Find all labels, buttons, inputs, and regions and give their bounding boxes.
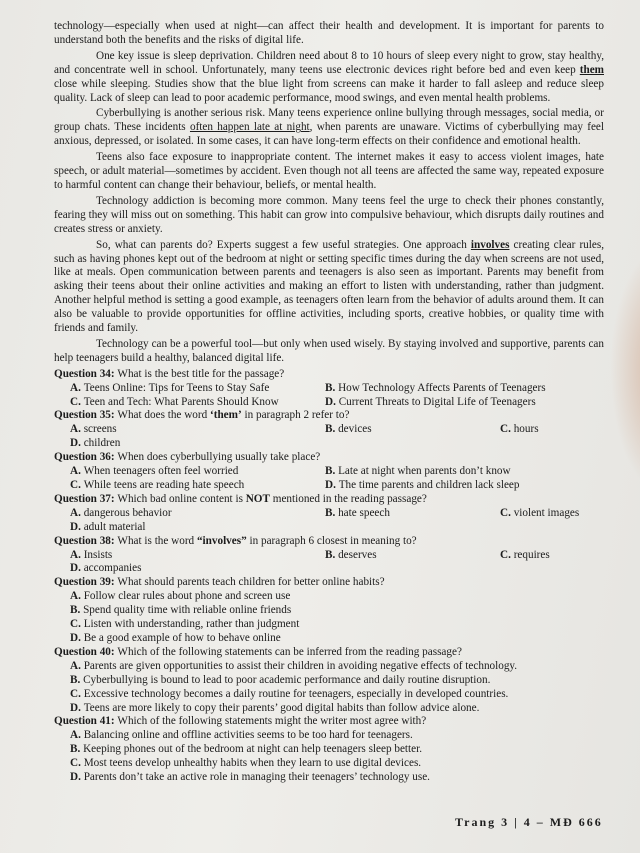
question-number: Question 40: (54, 645, 118, 658)
answer-options (70, 465, 604, 493)
answer-option[interactable]: B. deserves (325, 548, 377, 561)
answer-option[interactable]: D. adult material (70, 520, 146, 533)
answer-options (70, 729, 604, 785)
question-text: What should parents teach children for better online habits? (117, 576, 385, 589)
answer-option[interactable]: C. Listen with understanding, rather than judgment (70, 618, 300, 631)
answer-option[interactable]: B. Spend quality time with reliable online friends (70, 604, 292, 617)
answer-option[interactable]: C. requires (500, 548, 550, 561)
answer-option[interactable]: A. Teens Online: Tips for Teens to Stay Safe (70, 381, 270, 394)
passage-paragraph-6: So, what can parents do? Experts suggest a few useful strategies. One approach involves creating clear rules, such as having phones kept out of the bedroom at night or setting specific times during the day when screens are not used, like at meals. Open communication between parents and teenagers is also seen as important. Parents may benefit from asking their teens about their online activities and making an effort to listen with understanding, rather than judgment. Another helpful method is setting a good example, as teenagers often learn from the behavior of adults around them. It can also be valuable to provide opportunities for offline activities, including sports, creative hobbies, or quality time with friends and family. (54, 238, 604, 335)
answer-option[interactable]: A. Follow clear rules about phone and screen use (70, 590, 291, 603)
answer-option[interactable]: B. Keeping phones out of the bedroom at night can help teenagers sleep better. (70, 743, 422, 756)
answer-option[interactable]: A. screens (70, 423, 117, 436)
answer-option[interactable]: C. Excessive technology becomes a daily routine for teenagers, especially in developed countries. (70, 687, 509, 700)
answer-options (70, 549, 604, 577)
passage-paragraph-1: technology—especially when used at night—can affect their health and development. It is important for parents to understand both the benefits and the risks of digital life. (54, 20, 604, 46)
answer-option[interactable]: C. violent images (500, 506, 580, 519)
question-stem (54, 451, 604, 465)
question-stem (54, 493, 604, 507)
question-list (54, 368, 604, 785)
question-text: Which bad online content is NOT mentioned in the reading passage? (117, 492, 427, 505)
answer-options (70, 507, 604, 535)
page-footer: Trang 3 | 4 – MĐ 666 (455, 815, 603, 829)
passage-paragraph-3: Cyberbullying is another serious risk. Many teens experience online bullying through messages, social media, or group chats. These incidents often happen late at night, when parents are unaware. Victims of cyberbullying may feel anxious, depressed, or isolated. In some cases, it can have long-term effects on their confidence and emotional health. (54, 107, 604, 148)
answer-option[interactable]: C. Teen and Tech: What Parents Should Know (70, 395, 279, 408)
passage-paragraph-2: One key issue is sleep deprivation. Children need about 8 to 10 hours of sleep every night to grow, stay healthy, and concentrate well in school. Unfortunately, many teens use electronic devices right before bed and even keep them close while sleeping. Studies show that the blue light from screens can make it harder to fall asleep and reduce sleep quality. Lack of sleep can lead to poor academic performance, mood swings, and even mental health problems. (54, 49, 604, 104)
question-text: Which of the following statements can be inferred from the reading passage? (117, 645, 462, 658)
question-number: Question 34: (54, 367, 118, 380)
answer-option[interactable]: A. dangerous behavior (70, 506, 172, 519)
question-text: What does the word ‘them’ in paragraph 2 refer to? (117, 409, 350, 422)
reading-passage (54, 20, 604, 366)
answer-option[interactable]: D. children (70, 437, 121, 450)
answer-option[interactable]: B. hate speech (325, 506, 390, 519)
question-number: Question 39: (54, 576, 118, 589)
passage-paragraph-4: Teens also face exposure to inappropriate content. The internet makes it easy to access violent images, hate speech, or adult material—sometimes by accident. Even though not all teens are affected the same way, repeated exposure to harmful content can change their behaviour, beliefs, or mental health. (54, 151, 604, 191)
answer-option[interactable]: D. Current Threats to Digital Life of Teenagers (325, 395, 536, 408)
answer-option[interactable]: B. devices (325, 423, 372, 436)
question-stem (54, 646, 604, 660)
passage-paragraph-5: Technology addiction is becoming more common. Many teens feel the urge to check their phones constantly, fearing they will miss out on something. This habit can grow into compulsive behaviour, which disrupts daily routines and creates stress or anxiety. (54, 194, 604, 235)
passage-paragraph-7: Technology can be a powerful tool—but only when used wisely. By staying involved and supportive, parents can help teenagers build a healthy, balanced digital life. (54, 337, 604, 364)
answer-options (70, 660, 604, 716)
question-number: Question 35: (54, 409, 118, 422)
question-stem (54, 535, 604, 549)
answer-option[interactable]: D. accompanies (70, 562, 142, 575)
answer-option[interactable]: B. Late at night when parents don’t know (325, 465, 511, 478)
answer-option[interactable]: B. How Technology Affects Parents of Teenagers (325, 381, 546, 394)
question-number: Question 38: (54, 534, 118, 547)
answer-option[interactable]: C. While teens are reading hate speech (70, 479, 245, 491)
answer-option[interactable]: A. Balancing online and offline activities seems to be too hard for teenagers. (70, 729, 413, 742)
question-text: Which of the following statements might the writer most agree with? (117, 715, 427, 728)
question-number: Question 41: (54, 715, 118, 728)
answer-options (70, 382, 604, 410)
question-stem (54, 715, 604, 729)
question-number: Question 37: (54, 492, 118, 505)
question-number: Question 36: (54, 451, 118, 464)
question-text: When does cyberbullying usually take place? (117, 451, 321, 464)
question-stem (54, 368, 604, 382)
answer-option[interactable]: C. hours (500, 423, 539, 436)
question-text: What is the best title for the passage? (117, 367, 285, 380)
underlined-word: them (579, 63, 604, 76)
answer-option[interactable]: D. The time parents and children lack sleep (325, 479, 520, 491)
answer-option[interactable]: D. Teens are more likely to copy their parents’ good digital habits than follow advice alone. (70, 701, 480, 714)
question-stem (54, 409, 604, 423)
underlined-word: often happen late at night (189, 121, 310, 134)
answer-option[interactable]: D. Parents don’t take an active role in managing their teenagers’ technology use. (70, 771, 430, 784)
answer-option[interactable]: A. Insists (70, 548, 113, 561)
finger-shadow (610, 240, 640, 500)
answer-options (70, 423, 604, 451)
answer-option[interactable]: A. When teenagers often feel worried (70, 465, 239, 478)
answer-option[interactable]: D. Be a good example of how to behave online (70, 631, 281, 644)
question-text: What is the word “involves” in paragraph 6 closest in meaning to? (117, 534, 417, 547)
answer-option[interactable]: B. Cyberbullying is bound to lead to poor academic performance and daily routine disruption. (70, 673, 491, 686)
question-stem (54, 576, 604, 590)
underlined-word: involves (470, 238, 510, 251)
answer-option[interactable]: C. Most teens develop unhealthy habits when they learn to use digital devices. (70, 757, 422, 770)
answer-options (70, 590, 604, 646)
page-text (54, 20, 604, 785)
answer-option[interactable]: A. Parents are given opportunities to assist their children in avoiding negative effects of technology. (70, 659, 518, 672)
